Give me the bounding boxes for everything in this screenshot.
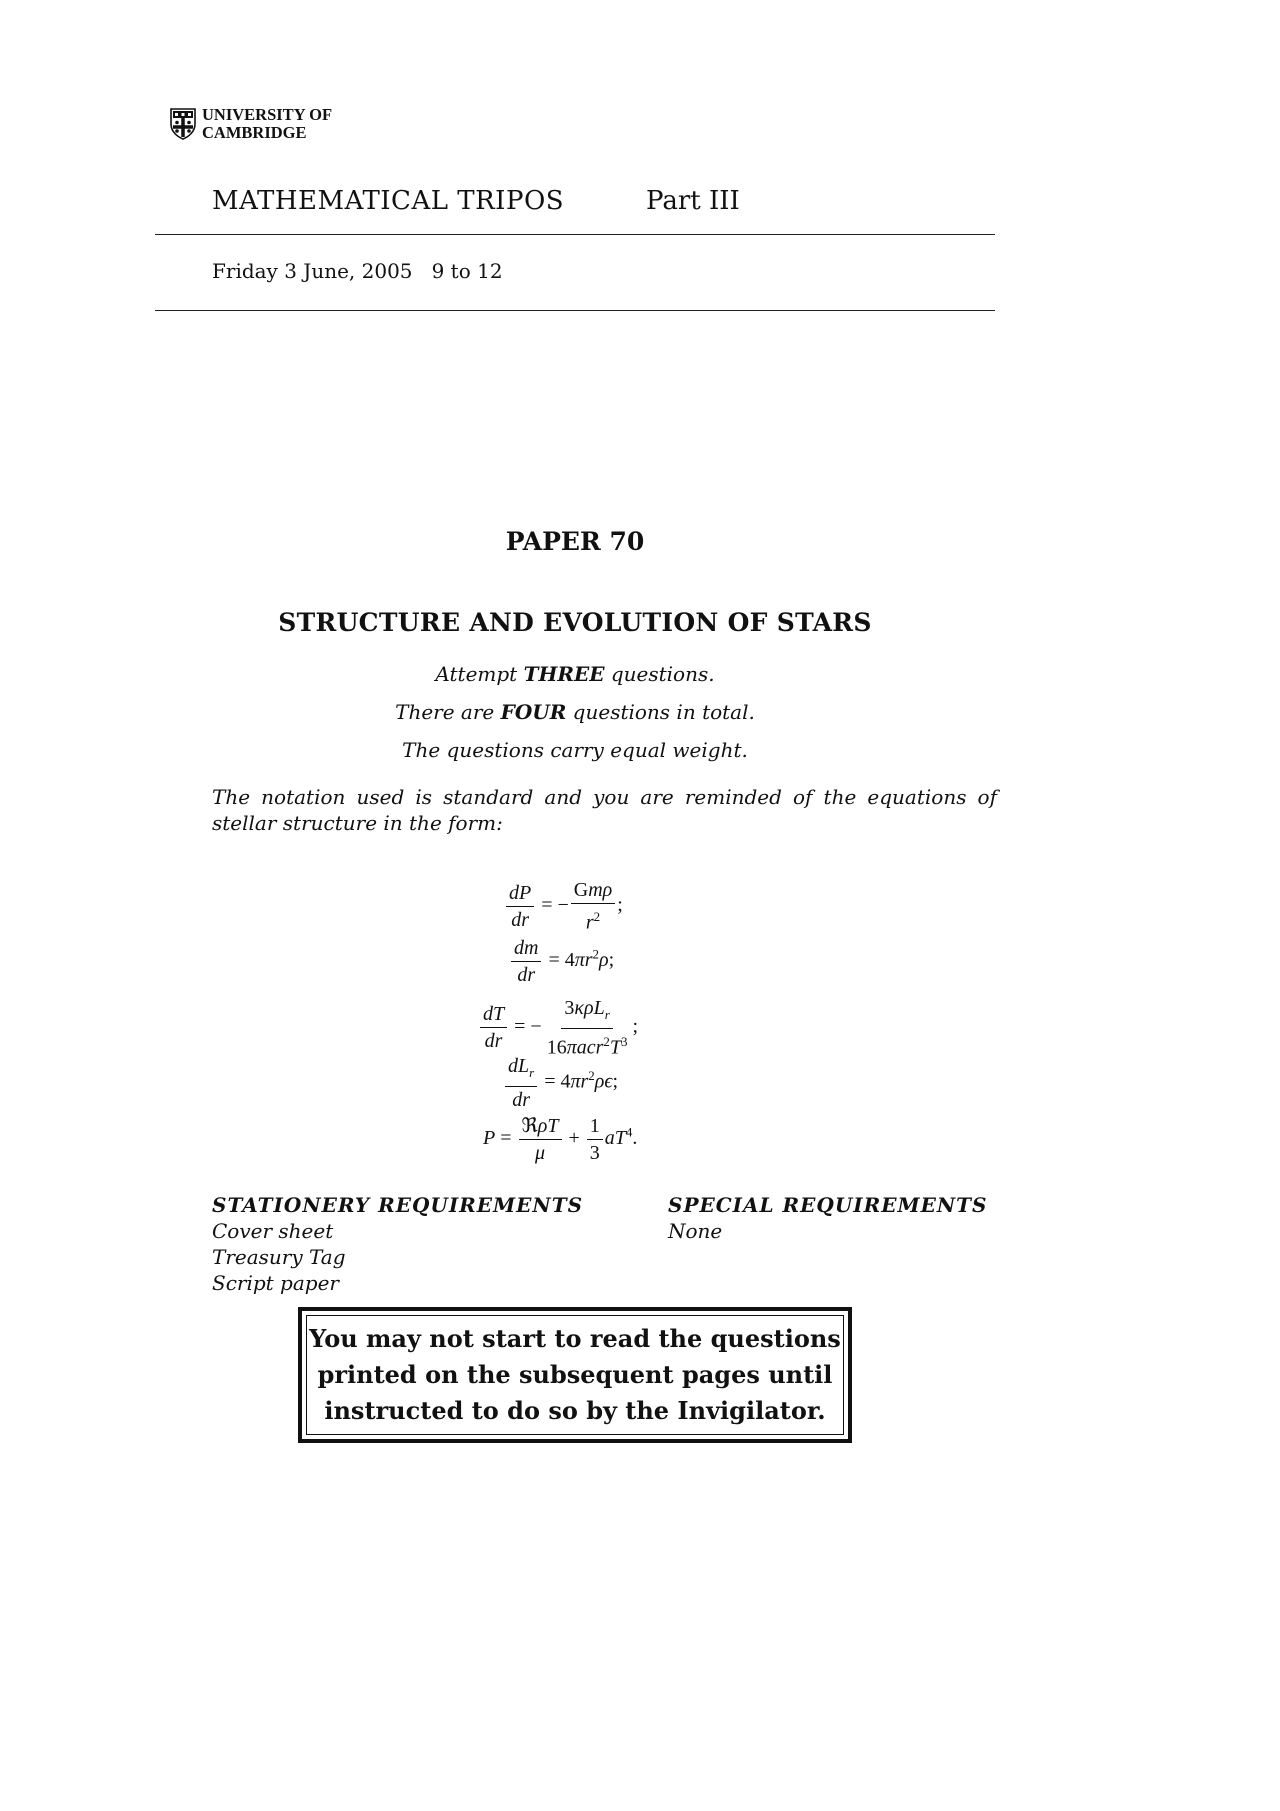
cambridge-shield-icon — [170, 108, 196, 140]
university-logo — [170, 106, 332, 142]
paper-subject: STRUCTURE AND EVOLUTION OF STARS — [278, 608, 872, 637]
notice-line: printed on the subsequent pages until — [317, 1360, 833, 1389]
equation-luminosity: $\frac{dL_r}{dr}$ = $4\pi r^2\rho\epsilon$; — [503, 1054, 618, 1112]
special-heading: SPECIAL REQUIREMENTS — [668, 1193, 988, 1217]
instruction-total: There are FOUR questions in total. — [395, 700, 755, 724]
notice-line: instructed to do so by the Invigilator. — [324, 1396, 826, 1425]
instruction-attempt: Attempt THREE questions. — [435, 662, 715, 686]
notation-text: The notation used is standard and you are reminded of the equations of stellar structure in the form: — [212, 785, 997, 835]
paper-number: PAPER 70 — [505, 527, 645, 556]
logo-line1: UNIVERSITY OF — [202, 105, 333, 124]
part-label: Part III — [646, 186, 740, 216]
logo-line2: CAMBRIDGE — [202, 123, 307, 142]
instruction-weight: The questions carry equal weight. — [402, 738, 748, 762]
tripos-title: MATHEMATICAL TRIPOS — [212, 186, 565, 216]
notice-inner-border — [306, 1315, 844, 1435]
equation-hydrostatic: $\frac{dP}{dr}$ = − $\frac{\text{Gmρ}}{r^2}$ ; — [504, 878, 623, 935]
logo-text — [202, 106, 332, 142]
exam-date: Friday 3 June, 2005 9 to 12 — [212, 259, 503, 283]
stationery-item: Script paper — [212, 1271, 339, 1295]
top-rule — [155, 234, 995, 235]
equation-temperature: $\frac{dT}{dr}$ = − $\frac{3\kappa\rho L_r}{16\pi acr^2T^3}$ ; — [478, 996, 638, 1060]
stationery-heading: STATIONERY REQUIREMENTS — [212, 1193, 584, 1217]
bottom-rule — [155, 310, 995, 311]
invigilator-notice — [298, 1307, 852, 1443]
stationery-item: Cover sheet — [212, 1219, 334, 1243]
special-requirements — [668, 1193, 987, 1243]
stationery-requirements — [212, 1193, 583, 1295]
stationery-item: Treasury Tag — [212, 1245, 346, 1269]
notice-line: You may not start to read the questions — [309, 1324, 841, 1353]
equation-pressure: P = $\frac{\text{ℜρT}}{\mu}$ + $\frac{1}{3}$ $aT^4$. — [483, 1115, 638, 1164]
equation-mass: $\frac{dm}{dr}$ = $4\pi r^2\rho$; — [509, 936, 614, 987]
special-item: None — [668, 1219, 723, 1243]
